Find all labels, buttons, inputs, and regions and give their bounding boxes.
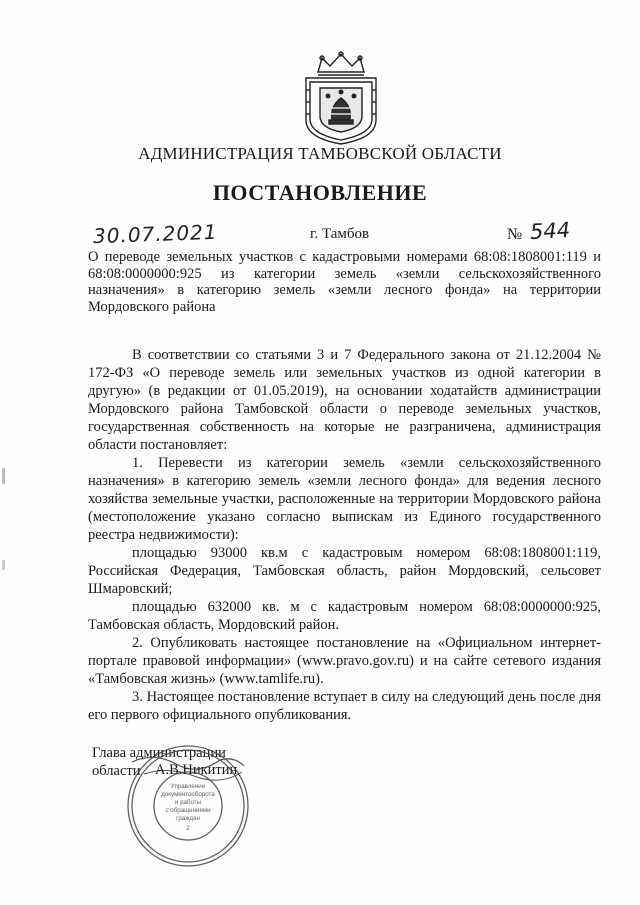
- document-body: [88, 346, 601, 724]
- signatory-name: А.В.Никитин: [155, 762, 238, 778]
- handwritten-number: 544: [529, 217, 571, 245]
- stamp-line-4: с обращениями: [165, 807, 211, 814]
- stamp-line-6: 2: [186, 825, 190, 832]
- number-sign: №: [507, 226, 523, 243]
- plot-1-paragraph: площадью 93000 кв.м с кадастровым номером 68:08:1808001:119, Российская Федерация, Тамбовская область, район Мордовский, сельсовет Шмаровский;: [88, 545, 601, 597]
- stamp-line-5: граждан: [176, 815, 200, 822]
- scan-margin-mark: [2, 560, 5, 570]
- scan-margin-mark: [2, 468, 5, 484]
- organization-name: АДМИНИСТРАЦИЯ ТАМБОВСКОЙ ОБЛАСТИ: [138, 144, 502, 163]
- preamble-paragraph: В соответствии со статьями 3 и 7 Федерального закона от 21.12.2004 № 172-ФЗ «О переводе земель или земельных участков из одной категории в другую» (в редакции от 01.05.2019), на основании ходатайств администрации Мордовского района Тамбовской области о переводе земельных участков, государственная собственность на которые не разграничена, администрация области постановляет:: [88, 347, 601, 453]
- signatory-position-line-2: области: [92, 763, 141, 779]
- stamp-line-2: документооборота: [161, 791, 215, 798]
- signatory-position-line-1: Глава администрации: [92, 745, 226, 761]
- coat-of-arms-icon: [296, 50, 386, 146]
- item-2-paragraph: 2. Опубликовать настоящее постановление на «Официальном интернет-портале правовой информации» (www.pravo.gov.ru) и на сайте сетевого издания «Тамбовская жизнь» (www.tamlife.ru).: [88, 635, 601, 687]
- city-label: г. Тамбов: [310, 226, 370, 242]
- item-3-paragraph: 3. Настоящее постановление вступает в силу на следующий день после дня его первого официального опубликования.: [88, 689, 601, 723]
- document-subject: О переводе земельных участков с кадастровыми номерами 68:08:1808001:119 и 68:08:0000000:925 из категории земель «земли сельскохозяйственного назначения» в категорию земель «земли лесного фонда» на территории Мордовского района: [88, 249, 601, 315]
- stamp-line-3: и работы: [174, 799, 202, 806]
- document-title: ПОСТАНОВЛЕНИЕ: [212, 180, 428, 205]
- official-stamp-icon: [124, 742, 252, 870]
- handwritten-date: 30.07.2021: [92, 219, 218, 249]
- plot-2-paragraph: площадью 632000 кв. м с кадастровым номером 68:08:0000000:925, Тамбовская область, Мордовский район.: [88, 599, 601, 633]
- item-1-paragraph: 1. Перевести из категории земель «земли сельскохозяйственного назначения» в категорию земель «земли лесного фонда» для ведения лесного хозяйства земельные участки, расположенные на территории Мордовского района (местоположение указано согласно выпискам из Единого государственного реестра недвижимости):: [88, 455, 601, 543]
- stamp-line-1: Управление: [170, 783, 206, 790]
